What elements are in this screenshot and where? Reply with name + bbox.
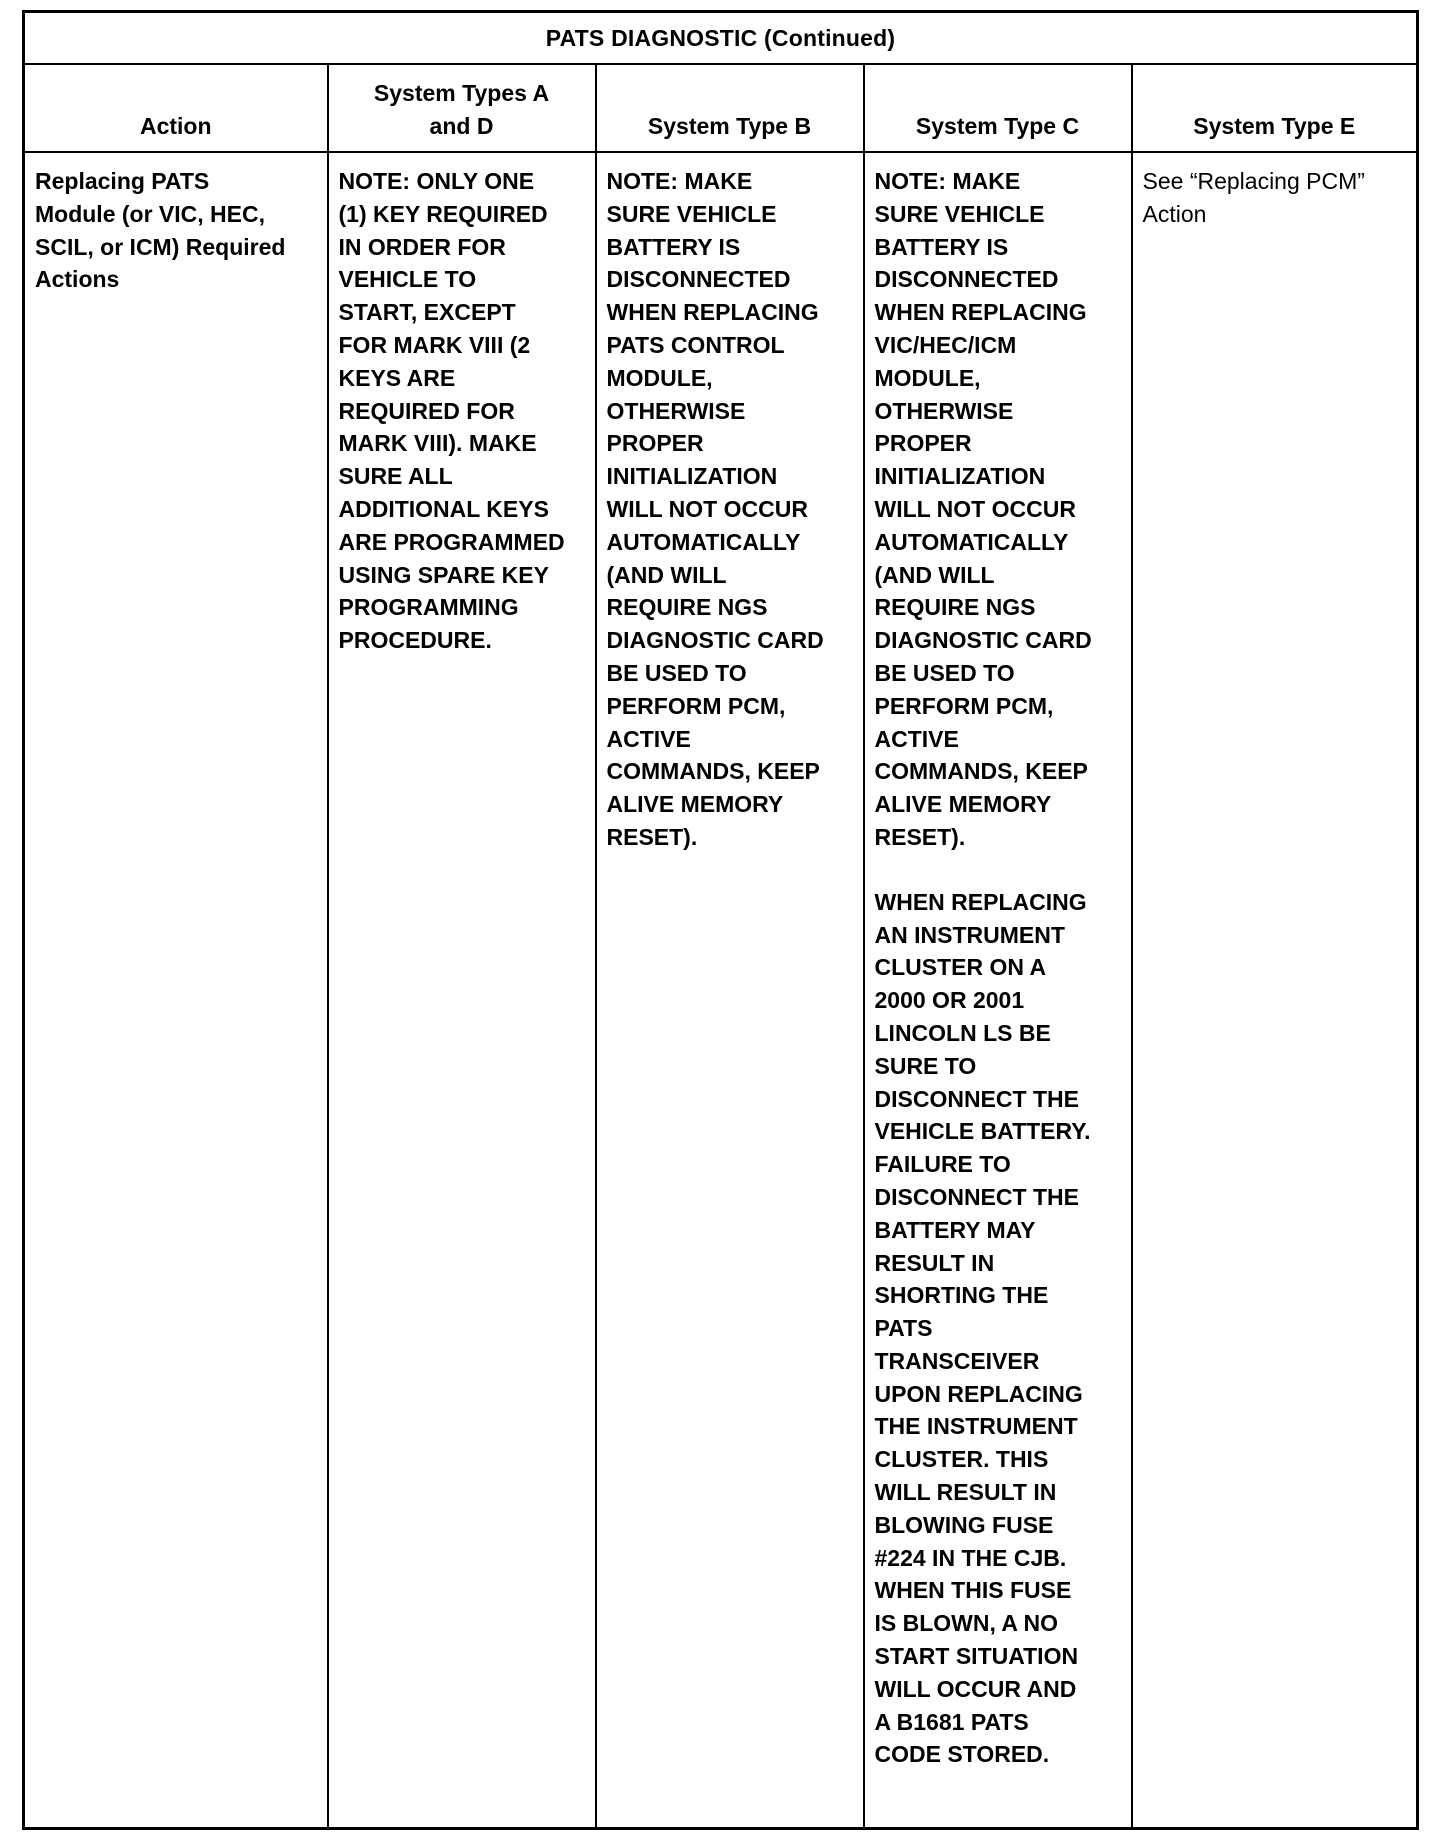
cell-system-type-b <box>596 152 864 1829</box>
column-header-system-types-a-and-d: System Types A and D <box>328 64 596 152</box>
column-header-system-type-e: System Type E <box>1132 64 1418 152</box>
note-type-b: NOTE: MAKE SURE VEHICLE BATTERY IS DISCONNECTED WHEN REPLACING PATS CONTROL MODULE, OTHERWISE PROPER INITIALIZATION WILL NOT OCCUR AUTOMATICALLY (AND WILL REQUIRE NGS DIAGNOSTIC CARD BE USED TO PERFORM PCM, ACTIVE COMMANDS, KEEP ALIVE MEMORY RESET). <box>606 168 824 850</box>
reference-type-e: See “Replacing PCM” Action <box>1142 168 1365 227</box>
cell-action <box>24 152 328 1829</box>
document-page <box>22 10 1416 1830</box>
cell-system-type-e <box>1132 152 1418 1829</box>
warning-type-c: WHEN REPLACING AN INSTRUMENT CLUSTER ON A 2000 OR 2001 LINCOLN LS BE SURE TO DISCONNECT THE VEHICLE BATTERY. FAILURE TO DISCONNECT THE BATTERY MAY RESULT IN SHORTING THE PATS TRANSCEIVER UPON REPLACING THE INSTRUMENT CLUSTER. THIS WILL RESULT IN BLOWING FUSE #224 IN THE CJB. WHEN THIS FUSE IS BLOWN, A NO START SITUATION WILL OCCUR AND A B1681 PATS CODE STORED. <box>874 888 1091 1768</box>
action-description: Replacing PATS Module (or VIC, HEC, SCIL, or ICM) Required Actions <box>35 168 286 293</box>
table-title: PATS DIAGNOSTIC (Continued) <box>24 12 1418 65</box>
cell-system-type-c <box>864 152 1132 1829</box>
table-title-row <box>24 12 1418 65</box>
table-header-row <box>24 64 1418 152</box>
column-header-system-type-c: System Type C <box>864 64 1132 152</box>
cell-system-types-a-and-d <box>328 152 596 1829</box>
column-header-action: Action <box>24 64 328 152</box>
pats-diagnostic-table <box>22 10 1419 1830</box>
column-header-system-type-b: System Type B <box>596 64 864 152</box>
table-row <box>24 152 1418 1829</box>
note-type-c: NOTE: MAKE SURE VEHICLE BATTERY IS DISCONNECTED WHEN REPLACING VIC/HEC/ICM MODULE, OTHERWISE PROPER INITIALIZATION WILL NOT OCCUR AUTOMATICALLY (AND WILL REQUIRE NGS DIAGNOSTIC CARD BE USED TO PERFORM PCM, ACTIVE COMMANDS, KEEP ALIVE MEMORY RESET). <box>874 168 1092 850</box>
note-types-a-and-d: NOTE: ONLY ONE (1) KEY REQUIRED IN ORDER FOR VEHICLE TO START, EXCEPT FOR MARK VIII (2 KEYS ARE REQUIRED FOR MARK VIII). MAKE SURE ALL ADDITIONAL KEYS ARE PROGRAMMED USING SPARE KEY PROGRAMMING PROCEDURE. <box>338 168 565 654</box>
